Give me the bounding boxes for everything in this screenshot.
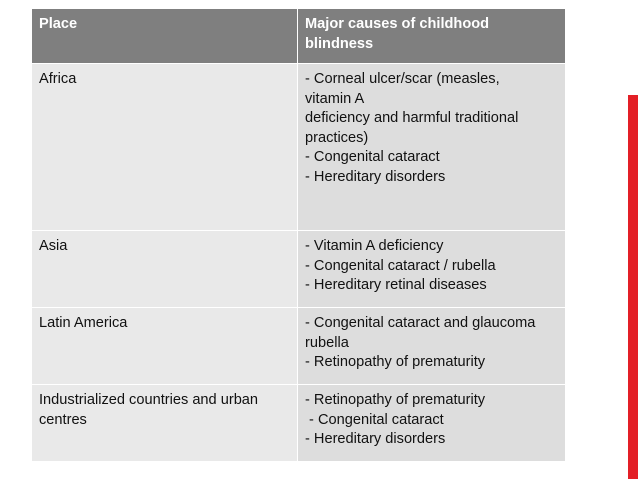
cause-line: - Congenital cataract / rubella	[305, 257, 496, 274]
place-cell: Industrialized countries and urban centres	[32, 385, 298, 462]
cause-line: vitamin A	[305, 90, 365, 107]
cause-line: - Hereditary disorders	[305, 168, 446, 185]
header-place: Place	[32, 9, 298, 64]
cause-line: - Retinopathy of prematurity	[305, 392, 486, 408]
place-cell: Asia	[32, 231, 298, 308]
red-accent-bar	[628, 95, 638, 479]
cause-line: deficiency and harmful traditional	[305, 110, 519, 126]
causes-cell	[298, 308, 566, 385]
causes-cell	[298, 64, 566, 231]
table-row	[32, 231, 566, 308]
cause-line: rubella	[305, 334, 349, 351]
cause-line: - Congenital cataract and glaucoma	[305, 315, 536, 331]
table-row	[32, 64, 566, 231]
table-header-row	[32, 9, 566, 64]
cause-line: practices)	[305, 129, 369, 146]
cause-line: - Hereditary disorders	[305, 431, 446, 447]
place-cell: Latin America	[32, 308, 298, 385]
cause-line: - Vitamin A deficiency	[305, 238, 444, 254]
cause-line: - Hereditary retinal diseases	[305, 277, 487, 293]
causes-cell	[298, 231, 566, 308]
table-row	[32, 385, 566, 462]
cause-line: - Congenital cataract	[305, 149, 440, 165]
table-row	[32, 308, 566, 385]
childhood-blindness-table	[31, 8, 566, 462]
cause-line: - Congenital cataract	[305, 411, 444, 428]
causes-cell	[298, 385, 566, 462]
header-major-causes: Major causes of childhood blindness	[298, 9, 566, 64]
cause-line: - Corneal ulcer/scar (measles,	[305, 71, 500, 87]
cause-line: - Retinopathy of prematurity	[305, 354, 486, 370]
place-cell: Africa	[32, 64, 298, 231]
